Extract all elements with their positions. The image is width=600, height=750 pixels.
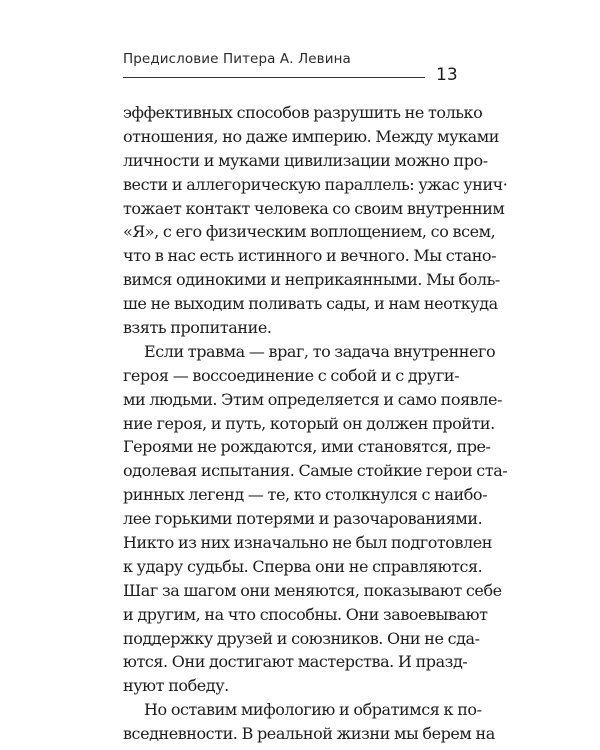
text-line: Шаг за шагом они меняются, показывают себе — [123, 580, 502, 600]
text-line: вседневности. В реальной жизни мы берем на — [123, 724, 495, 744]
text-line: ми людьми. Этим определяется и само появле- — [123, 389, 502, 409]
text-line: ше не выходим поливать сады, и нам неоткуда — [123, 294, 498, 314]
text-line: отношения, но даже империю. Между муками — [123, 126, 499, 146]
text-line: героя — воссоединение с собой и с други- — [123, 365, 460, 385]
header-rule — [123, 77, 425, 78]
text-line: вимся одинокими и неприкаянными. Мы боль- — [123, 270, 500, 290]
page-number: 13 — [436, 65, 458, 85]
text-line: ются. Они достигают мастерства. И празд- — [123, 652, 468, 672]
text-line: личности и муками цивилизации можно про- — [123, 150, 488, 170]
text-line: к удару судьбы. Сперва они не справляются. — [123, 556, 483, 576]
text-line: ринных легенд — те, кто столкнулся с наибо- — [123, 485, 488, 505]
running-head: Предисловие Питера А. Левина — [123, 51, 351, 67]
body-text — [123, 101, 508, 746]
text-line: Героями не рождаются, ими становятся, пре- — [123, 437, 491, 457]
text-line: поддержку друзей и союзников. Они не сда- — [123, 628, 480, 648]
text-line: лее горькими потерями и разочарованиями. — [123, 509, 483, 529]
text-line: что в нас есть истинного и вечного. Мы стано- — [123, 246, 497, 266]
text-line: и другим, на что способны. Они завоевывают — [123, 604, 488, 624]
text-line: ние героя, и путь, который он должен пройти. — [123, 413, 495, 433]
text-line: «Я», с его физическим воплощением, со всем, — [123, 222, 496, 242]
text-line: Если травма — враг, то задача внутреннего — [144, 341, 496, 361]
text-line: вести и аллегорическую параллель: ужас унич· — [123, 174, 508, 194]
text-line: эффективных способов разрушить не только — [123, 103, 483, 122]
text-line: одолевая испытания. Самые стойкие герои ста- — [123, 461, 508, 481]
text-line: Никто из них изначально не был подготовлен — [123, 533, 492, 553]
text-line: взять пропитание. — [123, 318, 272, 338]
text-line: нуют победу. — [123, 676, 229, 696]
text-line: тожает контакт человека со своим внутренним — [123, 198, 505, 218]
text-line: Но оставим мифологию и обратимся к по- — [144, 700, 482, 720]
